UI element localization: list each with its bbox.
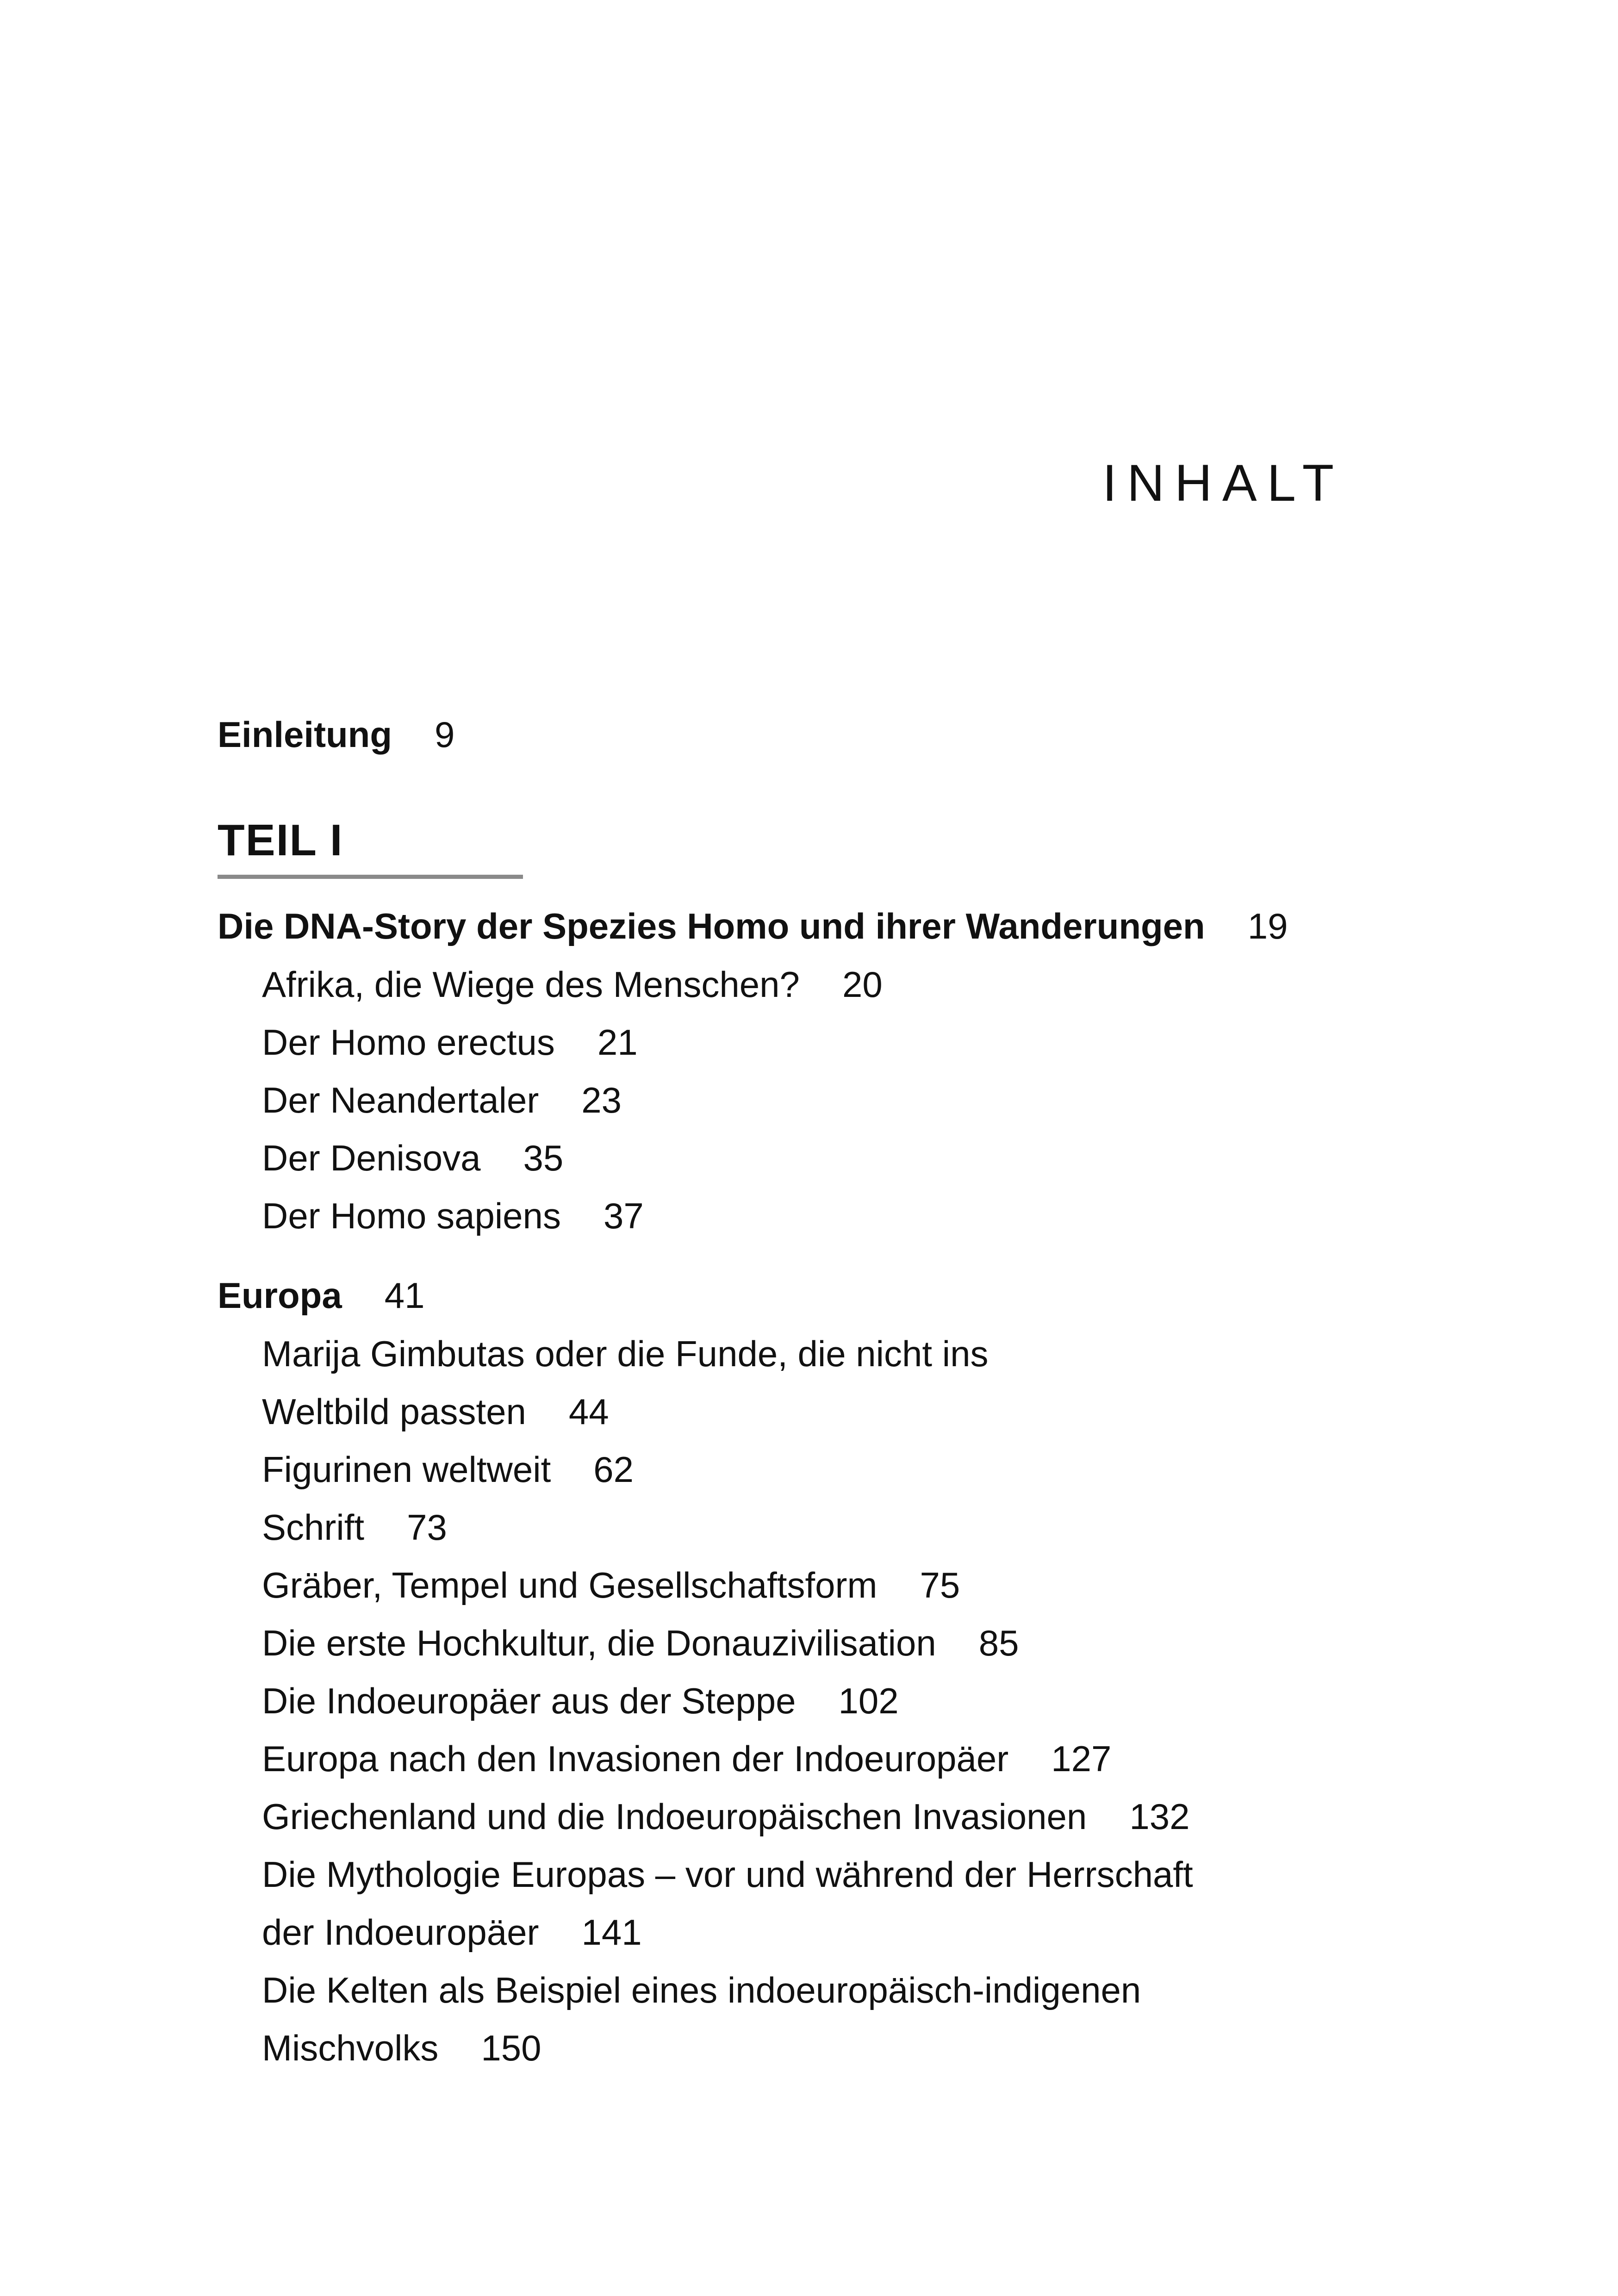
toc-page-number: 132 bbox=[1129, 1796, 1190, 1837]
toc-section[interactable] bbox=[262, 964, 883, 1005]
toc-section[interactable] bbox=[262, 1798, 1189, 1835]
toc-section[interactable] bbox=[262, 1567, 960, 1603]
toc-section-title: Europa nach den Invasionen der Indoeuropäer bbox=[262, 1738, 1009, 1779]
toc-section-title: Der Homo sapiens bbox=[262, 1195, 561, 1236]
toc-page-number: 127 bbox=[1051, 1738, 1112, 1779]
toc-section-title: Der Neandertaler bbox=[262, 1080, 539, 1120]
toc-section-title: Gräber, Tempel und Gesellschaftsform bbox=[262, 1565, 877, 1605]
toc-section-line[interactable] bbox=[262, 1972, 1141, 2008]
toc-section-line[interactable] bbox=[262, 1854, 1193, 1895]
toc-section-title: Die erste Hochkultur, die Donauzivilisation bbox=[262, 1623, 936, 1663]
toc-section-title: Schrift bbox=[262, 1507, 365, 1548]
toc-page-number: 23 bbox=[581, 1080, 622, 1120]
toc-page-number: 85 bbox=[978, 1623, 1019, 1663]
toc-section-title: Weltbild passten bbox=[262, 1391, 526, 1432]
toc-section-title: Die Kelten als Beispiel eines indoeuropäisch-indigenen bbox=[262, 1970, 1141, 2010]
toc-section[interactable] bbox=[262, 1391, 609, 1432]
part-divider bbox=[218, 875, 523, 879]
toc-page-number: 19 bbox=[1247, 906, 1288, 946]
toc-section[interactable] bbox=[262, 1625, 1019, 1661]
toc-chapter[interactable] bbox=[218, 908, 1288, 944]
toc-section-title: Die Indoeuropäer aus der Steppe bbox=[262, 1680, 796, 1721]
toc-section[interactable] bbox=[262, 1738, 1112, 1779]
toc-page-number: 35 bbox=[523, 1138, 564, 1178]
toc-page-number: 20 bbox=[842, 964, 883, 1005]
toc-section[interactable] bbox=[262, 1140, 563, 1176]
toc-section-title: Afrika, die Wiege des Menschen? bbox=[262, 964, 800, 1005]
toc-section-title: Der Denisova bbox=[262, 1138, 481, 1178]
toc-section[interactable] bbox=[262, 2030, 541, 2066]
toc-section[interactable] bbox=[262, 1449, 634, 1490]
part-heading: TEIL I bbox=[218, 815, 343, 865]
toc-section-title: der Indoeuropäer bbox=[262, 1912, 539, 1953]
toc-chapter[interactable] bbox=[218, 1275, 425, 1316]
toc-page-number: 141 bbox=[581, 1912, 642, 1953]
toc-page-number: 102 bbox=[838, 1680, 899, 1721]
toc-chapter-title: Europa bbox=[218, 1275, 342, 1316]
toc-section[interactable] bbox=[262, 1680, 899, 1721]
toc-section-title: Figurinen weltweit bbox=[262, 1449, 551, 1490]
toc-chapter-title: Die DNA-Story der Spezies Homo und ihrer Wanderungen bbox=[218, 906, 1205, 946]
toc-section[interactable] bbox=[262, 1022, 638, 1063]
page-title: INHALT bbox=[1102, 454, 1344, 512]
toc-page-number: 41 bbox=[384, 1275, 425, 1316]
toc-page-number: 150 bbox=[481, 2028, 541, 2068]
toc-section[interactable] bbox=[262, 1912, 642, 1953]
toc-section-title: Griechenland und die Indoeuropäischen Invasionen bbox=[262, 1796, 1087, 1837]
toc-page-number: 75 bbox=[920, 1565, 960, 1605]
toc-section-line[interactable] bbox=[262, 1333, 989, 1374]
toc-page-number: 9 bbox=[434, 714, 455, 755]
toc-page-number: 62 bbox=[593, 1449, 634, 1490]
toc-section-title: Marija Gimbutas oder die Funde, die nicht ins bbox=[262, 1333, 989, 1374]
toc-section-title: Mischvolks bbox=[262, 2028, 439, 2068]
toc-entry-intro[interactable] bbox=[218, 716, 454, 753]
toc-page-number: 37 bbox=[603, 1195, 644, 1236]
toc-section[interactable] bbox=[262, 1195, 644, 1236]
toc-section-title: Die Mythologie Europas – vor und während der Herrschaft bbox=[262, 1854, 1193, 1895]
toc-section-title: Der Homo erectus bbox=[262, 1022, 555, 1063]
toc-page-number: 21 bbox=[597, 1022, 638, 1063]
toc-page-number: 73 bbox=[407, 1507, 447, 1548]
toc-entry-title: Einleitung bbox=[218, 714, 392, 755]
toc-section[interactable] bbox=[262, 1507, 447, 1548]
toc-page-number: 44 bbox=[568, 1391, 609, 1432]
toc-section[interactable] bbox=[262, 1082, 622, 1118]
